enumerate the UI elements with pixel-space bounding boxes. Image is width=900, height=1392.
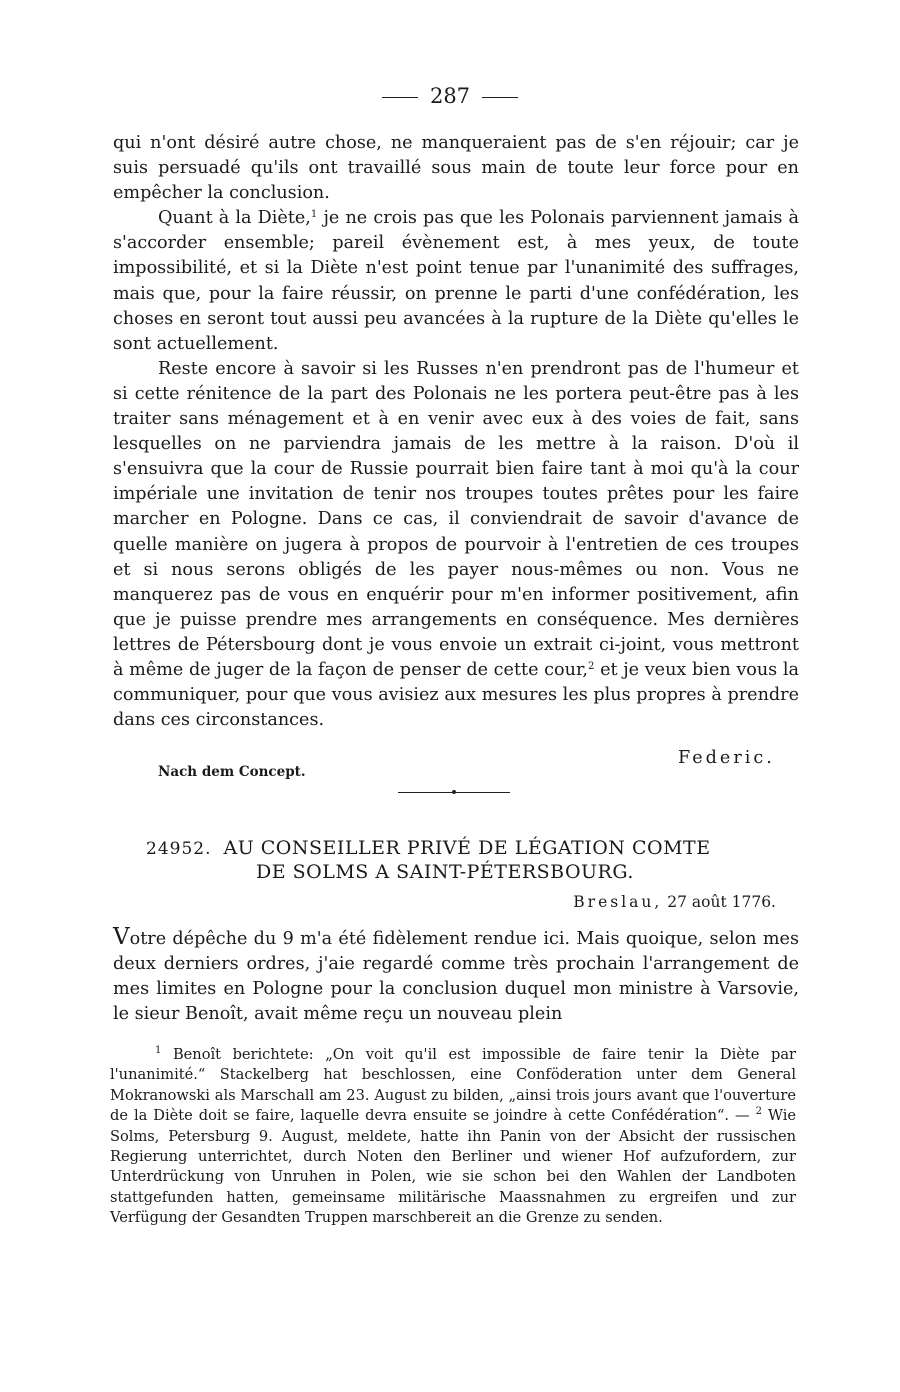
letter-title-line-2: DE SOLMS A SAINT-PÉTERSBOURG. [256,861,634,883]
paragraph-3-text: Reste encore à savoir si les Russes n'en prendront pas de l'humeur et si cette rénitence de la part des Polonais ne les portera peut-être pas à les traiter sans ménagement et à en venir avec eux à des voies de fait, sans lesquelles on ne parviendra jamais de les mettre à la raison. D'où il s'ensuivra que la cour de Russie pourrait bien faire tant à moi qu'à la cour impériale une invitation de tenir nos troupes toutes prêtes pour les faire marcher en Pologne. Dans ce cas, il conviendrait de savoir d'avance de quelle manière on jugera à propos de pourvoir à l'entretien de ces troupes et si nous serons obligés de les payer nous-mêmes ou non. Vous ne manquerez pas de vous en enquérir pour m'en informer positivement, afin que je puisse prendre mes arrangements en conséquence. Mes dernières lettres de Pétersbourg dont je vous envoie un extrait ci-joint, vous mettront à même de juger de la façon de penser de cette cour, [113,358,799,680]
header-dash-left [382,97,418,98]
letter-title-line-1: AU CONSEILLER PRIVÉ DE LÉGATION COMTE [223,837,711,859]
footnote-1-mark: 1 [155,1045,162,1056]
section-divider-dot [452,790,456,794]
footnote-2-text: Wie Solms, Petersburg 9. August, meldete, hatte ihn Panin von der Absicht der russischen Regierung unterrichtet, durch Noten den Berliner und wiener Hof aufzufordern, zur Unterdrückung von Unruhen in Polen, wie sie schon bei den Wahlen der Landboten stattgefunden hatten, gemeinsame militärische Maassnahmen zu ergreifen und zur Verfügung der Gesandten Truppen marschbereit an die Grenze zu senden. [110,1107,797,1227]
dateline [420,893,776,911]
page-header [0,84,900,108]
paragraph-2-lead: Quant à la Diète, [158,208,311,229]
letter-heading [146,837,786,884]
footnote-1 [110,1045,796,1229]
paragraph-1: qui n'ont désiré autre chose, ne manqueraient pas de s'en réjouir; car je suis persuadé qu'ils ont travaillé sous main de toute leur force pour en empêcher la conclusion. [113,133,799,204]
dateline-place: Breslau, [573,893,663,911]
letter-body [113,131,799,733]
paragraph-2 [113,206,799,357]
letter-number: 24952. [146,839,212,859]
footnote-ref-2[interactable]: 2 [588,660,595,672]
paragraph-3 [113,357,799,733]
dateline-date: 27 août 1776. [667,893,776,911]
footnote-2-mark: 2 [755,1106,762,1118]
initial-letter: V [113,924,130,950]
letter-2-paragraph [113,925,799,1027]
footnotes [110,1045,796,1229]
header-dash-right [482,97,518,98]
letter-2-text: otre dépêche du 9 m'a été fidèlement rendue ici. Mais quoique, selon mes deux derniers ordres, j'aie regardé comme très prochain l'arrangement de mes limites en Pologne pour la conclusion duquel mon ministre à Varsovie, le sieur Benoît, avait même reçu un nouveau plein [113,929,799,1025]
paragraph-3-tail: et je veux bien vous la communiquer, pour que vous avisiez aux mesures les plus propres à prendre dans ces circonstances. [113,659,799,731]
paragraph-2-text: je ne crois pas que les Polonais parviennent jamais à s'accorder ensemble; pareil évènement est, à mes yeux, de toute impossibilité, et si la Diète n'est point tenue par l'unanimité des suffrages, mais que, pour la faire réussir, on prenne le parti d'une confédération, les choses en seront tout aussi peu avancées à la rupture de la Diète qu'elles le sont actuellement. [113,208,800,354]
footnote-ref-1[interactable]: 1 [310,209,318,221]
letter-2-body [113,925,799,1027]
page-number: 287 [429,84,471,108]
footnote-1-text: Benoît berichtete: „On voit qu'il est impossible de faire tenir la Diète par l'unanimité.“ Stackelberg hat beschlossen, eine Conföderation unter dem General Mokranowski als Marschall am 23. August zu bilden, „ainsi trois jours avant que l'ouverture de la Diète doit se faire, laquelle devra ensuite se joindre à cette Confédération“. — [110,1046,797,1125]
source-note: Nach dem Concept. [158,764,306,780]
signature: Federic. [678,748,775,768]
